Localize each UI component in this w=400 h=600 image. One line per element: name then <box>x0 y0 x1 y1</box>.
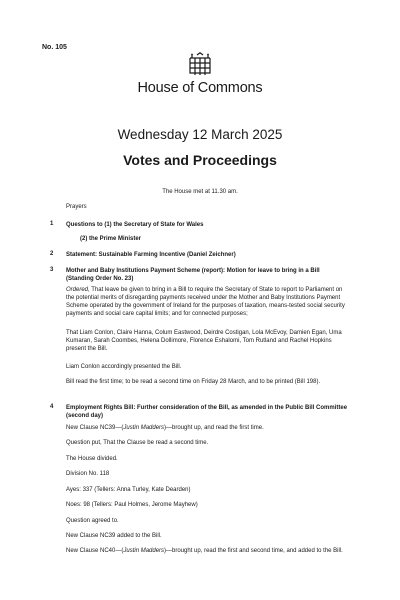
item-number: 2 <box>50 251 54 257</box>
division-paragraph: Division No. 118 <box>66 471 110 477</box>
item-heading: Mother and Baby Institutions Payment Scheme (report): Motion for leave to bring in a Bill (Standing Order No. 23) <box>66 268 320 282</box>
divided-paragraph: The House divided. <box>66 456 118 462</box>
ayes-paragraph: Ayes: 337 (Tellers: Anna Turley, Kate Dearden) <box>66 487 191 493</box>
prayers-label: Prayers <box>66 204 87 210</box>
nc39-paragraph <box>66 424 348 432</box>
presented-paragraph: Liam Conlon accordingly presented the Bill. <box>66 364 182 370</box>
house-of-commons-wordmark: House of Commons <box>137 80 263 96</box>
nc40-paragraph <box>66 547 348 555</box>
first-reading-paragraph: Bill read the first time; to be read a second time on Friday 28 March, and to be printed (Bill 198). <box>66 379 321 385</box>
ordered-text: That leave be given to bring in a Bill to require the Secretary of State to report to Parliament on the potential merits of disregarding payments received under the Mother and Baby Institutions Payment Scheme operated by the government of Ireland for the purposes of taxation, means-tested social security payments and social care capital limits; and for connected purposes; <box>66 287 345 317</box>
document-date: Wednesday 12 March 2025 <box>117 127 283 142</box>
nc40-prefix: New Clause NC40—( <box>66 548 124 554</box>
item-subheading: (2) the Prime Minister <box>80 236 142 242</box>
item-number: 3 <box>50 267 54 273</box>
nc40-member: Justin Madders <box>123 548 165 554</box>
noes-paragraph: Noes: 98 (Tellers: Paul Holmes, Jerome Mayhew) <box>66 502 198 508</box>
portcullis-logo <box>186 52 214 78</box>
nc39-member: Justin Madders <box>123 425 165 431</box>
page-title: Votes and Proceedings <box>123 152 277 168</box>
item-heading: Questions to (1) the Secretary of State for Wales <box>66 222 204 228</box>
item-number: 4 <box>50 404 54 410</box>
question-put-paragraph: Question put, That the Clause be read a second time. <box>66 440 209 446</box>
nc39-added-paragraph: New Clause NC39 added to the Bill. <box>66 533 162 539</box>
document-number: No. 105 <box>42 44 67 51</box>
item-heading: Employment Rights Bill: Further consideration of the Bill, as amended in the Public Bill Committee (second day) <box>66 405 348 419</box>
ordered-paragraph <box>66 286 348 318</box>
nc39-suffix: )—brought up, and read the first time. <box>164 425 264 431</box>
ordered-word: Ordered, <box>66 287 90 293</box>
nc40-suffix: )—brought up, read the first and second time, and added to the Bill. <box>164 548 343 554</box>
item-number: 1 <box>50 221 54 227</box>
item-heading: Statement: Sustainable Farming Incentive (Daniel Zeichner) <box>66 252 236 258</box>
agreed-paragraph: Question agreed to. <box>66 518 119 524</box>
house-met-time: The House met at 11.30 am. <box>162 189 238 195</box>
presenters-paragraph: That Liam Conlon, Claire Hanna, Colum Eastwood, Deirdre Costigan, Lola McEvoy, Damien Egan, Uma Kumaran, Sarah Coombes, Helena Dollimore, Florence Eshalomi, Tom Rutland and Rachel Hopkins present the Bill. <box>66 330 342 352</box>
nc39-prefix: New Clause NC39—( <box>66 425 124 431</box>
